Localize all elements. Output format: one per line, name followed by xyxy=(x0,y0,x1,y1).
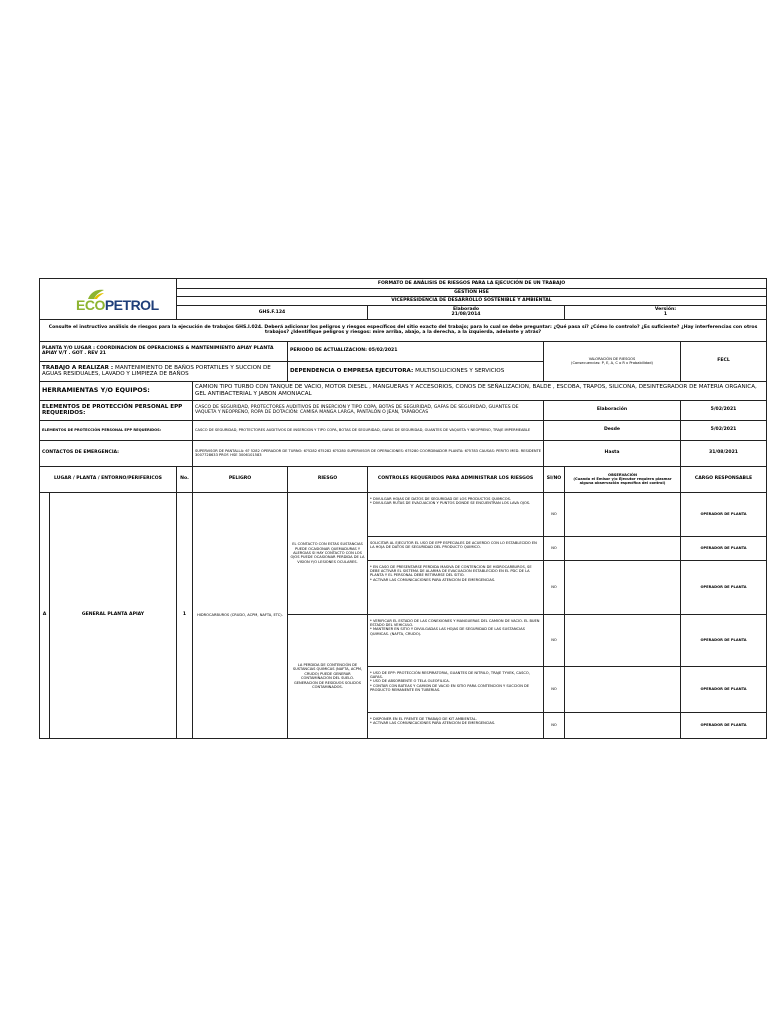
item-number: 1 xyxy=(177,492,193,738)
col-riesgo: RIESGO xyxy=(288,466,368,492)
valoracion-label: VALORACIÓN DE RIESGOS xyxy=(588,356,636,361)
epp2-label: ELEMENTOS DE PROTECCIÓN PERSONAL EPP REQUERIDOS: xyxy=(40,420,193,440)
lugar-value: GENERAL PLANTA APIAY xyxy=(50,492,177,738)
control-text: * EN CASO DE PRESENTARSE PERDIDA MASIVA DE CONTENCION DE HIDROCARBUROS, SE DEBE ACTIVAR EL SISTEMA DE ALARMA DE EVACUACION ESTABLECIDO EN EL PDC DE LA PLANTA Y EL PERSONAL DEBE RETIRARSE DEL SITIO. * ACTIVAR LAS COMUNICACIONES PARA ATENCION DE EMERGENCIAS. xyxy=(368,560,544,614)
trabajo-label: TRABAJO A REALIZAR : xyxy=(42,364,116,371)
herramientas-label: HERRAMIENTAS Y/O EQUIPOS: xyxy=(40,381,193,400)
col-lugar: LUGAR / PLANTA / ENTORNO/PERIFERICOS xyxy=(40,466,177,492)
riesgo-value-2: LA PERDIDA DE CONTENCIÓN DE SUSTANCIAS QUIMICAS (NAFTA, ACPM, CRUDO) PUEDE GENERAR CONTAMINACION DEL SUELO. GENERACION DE RESIDUOS SOLIDOS CONTAMINADOS. xyxy=(288,614,368,738)
col-observacion xyxy=(565,466,681,492)
herramientas-value: CAMION TIPO TURBO CON TANQUE DE VACIO, MOTOR DIESEL , MANGUERAS Y ACCESORIOS, CONOS DE SEÑALIZACION, BALDE , ESCOBA, TRAPOS, SILICONA, DESINTEGRADOR DE MATERIA ORGANICA, GEL ANTIBACTERIAL Y JABON AMONIACAL xyxy=(193,381,767,400)
elaborado-date: 21/08/2014 xyxy=(451,312,481,318)
dependencia-field xyxy=(288,361,544,381)
cargo-value: OPERADOR DE PLANTA xyxy=(681,614,767,666)
hasta-date: 31/08/2021 xyxy=(681,440,767,466)
cargo-value: OPERADOR DE PLANTA xyxy=(681,712,767,738)
sino-value: NO xyxy=(544,560,565,614)
gestion-label: GESTION HSE xyxy=(177,289,767,297)
form-table xyxy=(39,278,767,739)
epp1-value: CASCO DE SEGURIDAD, PROTECTORES AUDITIVOS DE INSERCION Y TIPO COPA, BOTAS DE SEGURIDAD, GAFAS DE SEGURIDAD, GUANTES DE VAQUETA Y NEOPRENO, ROPA DE DOTACIÓN: CAMISA MANGA LARGA, PANTALÓN O JEAN, TAPABOCAS xyxy=(193,400,544,420)
instructions-text: Consulte el instructivo análisis de riesgos para la ejecución de trabajos GHS.I.024. Deberá adicionar los peligros y riesgos específicos del sitio exacto del trabajo; para lo cual se debe preguntar: ¿Qué pasa si? ¿Cómo lo controlo? ¿Es suficiente? ¿Hay interferencias con otros trabajos? ¿Identifique peligros y riesgos: mire arriba, abajo, a la derecha, a la izquierda, adelante y atrás? xyxy=(40,319,767,341)
contactos-label: CONTACTOS DE EMERGENCIA: xyxy=(40,440,193,466)
observacion-cell[interactable] xyxy=(565,712,681,738)
col-observacion-sub: (Cuando el Emisor y/o Ejecutor requiera plasmar alguna observación específica del control) xyxy=(573,476,672,486)
dependencia-value: MULTISOLUCIONES Y SERVICIOS xyxy=(415,367,505,374)
sino-value: NO xyxy=(544,712,565,738)
epp2-value: CASCO DE SEGURIDAD, PROTECTORES AUDITIVOS DE INSERCION Y TIPO COPA, BOTAS DE SEGURIDAD, GAFAS DE SEGURIDAD, GUANTES DE VAQUETA Y NEOPRENO, TRAJE IMPERMEABLE xyxy=(193,420,544,440)
version-label: Versión: xyxy=(654,306,677,312)
epp1-label: ELEMENTOS DE PROTECCIÓN PERSONAL EPP REQUERIDOS: xyxy=(40,400,193,420)
version-value: 1 xyxy=(663,312,668,318)
control-text: * VERIFICAR EL ESTADO DE LAS CONEXIONES Y MANGUERAS DEL CAMION DE VACIO. EL BUEN ESTADO DEL VEHICULO. * MANTENER EN SITIO Y DIVULGADAS LAS HOJAS DE SEGURIDAD DE LAS SUSTANCIAS QUIMICAS. (NAFTA, CRUDO). xyxy=(368,614,544,666)
control-text: * DIVULGAR HOJAS DE DATOS DE SEGURIDAD DE LOS PRODUCTOS QUIMICOS. * DIVULGAR RUTAS DE EVACUACION Y PUNTOS DONDE SE ENCUENTRAN LOS LAVA OJOS. xyxy=(368,492,544,536)
control-text: * DISPONER EN EL FRENTE DE TRABAJO DE KIT AMBIENTAL. * ACTIVAR LAS COMUNICACIONES PARA ATENCION DE EMERGENCIAS. xyxy=(368,712,544,738)
cargo-value: OPERADOR DE PLANTA xyxy=(681,560,767,614)
sino-value: NO xyxy=(544,614,565,666)
contactos-value: SUPERVISOR DE PANTALLA: 6? 5282 OPERADOR DE TURNO: 6?5282 6?5282 6?5280 SUPERVISOR DE OPERACIONES: 6?5280 COORDINADOR PLANTA: 6?5783 CAUSAS: PERITO MED. RESIDENTE 3007728633 PROF. HSE 3006101583 xyxy=(193,440,544,466)
cargo-value: OPERADOR DE PLANTA xyxy=(681,492,767,536)
observacion-cell[interactable] xyxy=(565,560,681,614)
risk-analysis-form xyxy=(39,278,766,746)
desde-date: 5/02/2021 xyxy=(681,420,767,440)
valoracion-sub: (Consecuencias: P, E, A, C o R x Probabilidad) xyxy=(571,361,653,366)
trabajo-value: MANTENIMIENTO DE BAÑOS PORTATILES Y SUCCION DE AGUAS RESIDUALES, LAVADO Y LIMPIEZA DE BAÑOS xyxy=(42,364,271,378)
sino-value: NO xyxy=(544,666,565,712)
valoracion-cell xyxy=(544,341,681,381)
col-peligro: PELIGRO xyxy=(193,466,288,492)
control-text: SOLICITAR AL EJECUTOR EL USO DE EPP ESPECIALES DE ACUERDO CON LO ESTABLECIDO EN LA HOJA DE DATOS DE SEGURIDAD DEL PRODUCTO QUIMICO. xyxy=(368,536,544,560)
elaborado-label: Elaborado xyxy=(452,306,480,312)
logo-petrol: PETROL xyxy=(104,296,159,313)
fecl-value: FECL xyxy=(681,341,767,381)
cargo-value: OPERADOR DE PLANTA xyxy=(681,666,767,712)
observacion-cell[interactable] xyxy=(565,614,681,666)
periodo-field: PERIODO DE ACTUALIZACION: 05/02/2021 xyxy=(288,341,544,361)
control-text: * USO DE EPP: PROTECCIÓN RESPIRATORIA, GUANTES DE NITRILO, TRAJE TYVEK, CASCO, GAFAS. * USO DE ABSORBENTE O TELA OLEOFILICA. * CONTAR CON BATEAS Y CAMION DE VACIO EN SITIO PARA CONTENCION Y SUCCION DE PRODUCTO REMANENTE EN TUBERIAS. xyxy=(368,666,544,712)
elaborado-cell xyxy=(368,305,565,319)
vicepresidencia-label: VICEPRESIDENCIA DE DESARROLLO SOSTENIBLE Y AMBIENTAL xyxy=(177,297,767,305)
elaboracion-label: Elaboración xyxy=(544,400,681,420)
planta-field: PLANTA Y/O LUGAR : COORDINACION DE OPERACIONES & MANTENIMIENTO APIAY PLANTA APIAY V/T . GOT . REV 21 xyxy=(40,341,288,361)
observacion-cell[interactable] xyxy=(565,666,681,712)
cargo-value: OPERADOR DE PLANTA xyxy=(681,536,767,560)
col-controles: CONTROLES REQUERIDOS PARA ADMINISTRAR LOS RIESGOS xyxy=(368,466,544,492)
desde-label: Desde xyxy=(544,420,681,440)
observacion-cell[interactable] xyxy=(565,492,681,536)
col-no: No. xyxy=(177,466,193,492)
col-sino: SI/NO xyxy=(544,466,565,492)
peligro-value: HIDROCARBUROS (CRUDO, ACPM, NAFTA, ETC). xyxy=(193,492,288,738)
item-letter: A xyxy=(40,492,50,738)
table-row xyxy=(40,492,767,536)
riesgo-value-1: EL CONTACTO CON ESTAS SUSTANCIAS PUEDE OCASIONAR QUEMADURAS Y ALERGIAS SI HAY CONTACTO CON LOS OJOS PUEDE OCASIONAR PERDIDA DE LA VISION Y/O LESIONES OCULARES. xyxy=(288,492,368,614)
hasta-label: Hasta xyxy=(544,440,681,466)
elaboracion-date: 5/02/2021 xyxy=(681,400,767,420)
logo-eco: ECO xyxy=(76,296,105,313)
version-cell xyxy=(565,305,767,319)
dependencia-label: DEPENDENCIA O EMPRESA EJECUTORA: xyxy=(290,367,416,374)
logo-cell xyxy=(40,279,177,320)
ecopetrol-logo xyxy=(42,281,174,317)
sino-value: NO xyxy=(544,536,565,560)
form-code: GHS.F.124 xyxy=(177,305,368,319)
col-observacion-title: OBSERVACIÓN xyxy=(608,472,637,477)
col-cargo: CARGO RESPONSABLE xyxy=(681,466,767,492)
observacion-cell[interactable] xyxy=(565,536,681,560)
sino-value: NO xyxy=(544,492,565,536)
trabajo-field xyxy=(40,361,288,381)
form-title: FORMATO DE ANÁLISIS DE RIESGOS PARA LA EJECUCIÓN DE UN TRABAJO xyxy=(177,279,767,289)
